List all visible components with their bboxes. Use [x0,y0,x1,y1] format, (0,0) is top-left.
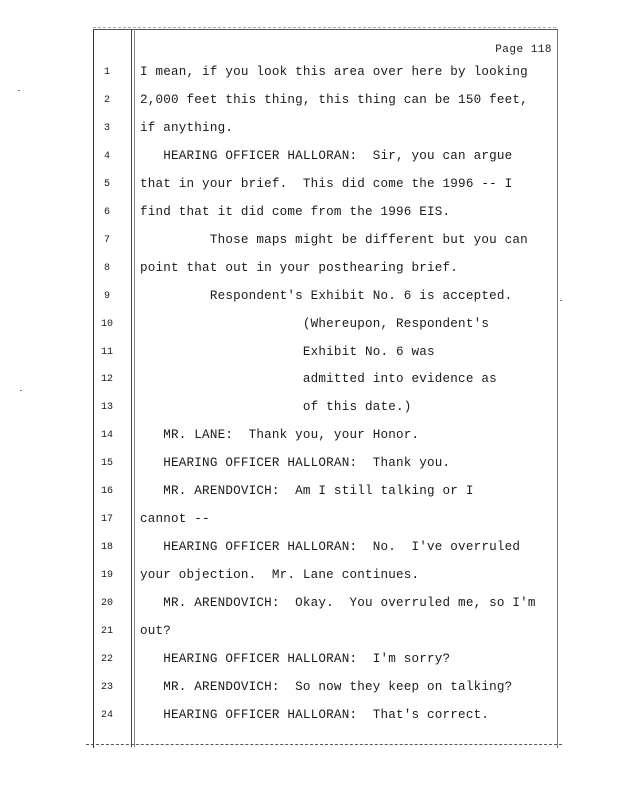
transcript-line [0,400,618,420]
line-text: (Whereupon, Respondent's [140,316,490,331]
line-text: HEARING OFFICER HALLORAN: No. I've overruled [140,540,521,555]
transcript-line [0,428,618,448]
line-number: 1 [103,67,110,78]
line-number: 6 [103,206,110,218]
line-number: 7 [103,234,110,246]
transcript-line [0,233,618,253]
line-text: if anything. [140,120,234,135]
line-number: 21 [100,626,113,637]
transcript-line [0,65,618,85]
transcript-line [0,317,618,337]
line-number: 2 [103,94,110,106]
line-text: admitted into evidence as [140,372,497,387]
transcript-line [0,624,618,644]
line-number: 15 [100,458,113,470]
transcript-line [0,456,618,476]
line-text: 2,000 feet this thing, this thing can be 150 feet, [140,92,528,107]
line-number: 23 [100,681,113,693]
line-number: 8 [103,262,110,274]
line-text: HEARING OFFICER HALLORAN: That's correct. [140,707,490,722]
line-text: that in your brief. This did come the 1996 -- I [140,176,513,191]
page-number-header: Page 118 [495,44,552,56]
line-number: 12 [100,374,113,386]
line-number: 16 [100,486,113,498]
line-text: I mean, if you look this area over here by looking [140,65,528,79]
line-number: 14 [100,430,113,442]
line-text: find that it did come from the 1996 EIS. [140,204,451,219]
transcript-line [0,372,618,392]
line-number: 5 [103,178,110,190]
line-text: MR. ARENDOVICH: Okay. You overruled me, so I'm [140,596,536,611]
transcript-line [0,289,618,309]
line-text: Those maps might be different but you can [140,232,528,247]
scan-speck [20,390,22,391]
transcript-line [0,93,618,113]
line-number: 3 [103,122,110,134]
line-text: of this date.) [140,400,412,415]
transcript-line [0,345,618,365]
transcript-line [0,484,618,504]
transcript-line [0,512,618,532]
line-number: 13 [100,402,113,414]
transcript-line [0,680,618,700]
transcript-line [0,149,618,169]
line-text: cannot -- [140,512,210,527]
transcript-line [0,708,618,728]
transcript-line [0,121,618,141]
line-number: 9 [103,290,110,302]
line-text: HEARING OFFICER HALLORAN: Sir, you can argue [140,148,513,163]
scan-speck [560,300,562,301]
transcript-line [0,177,618,197]
line-text: HEARING OFFICER HALLORAN: Thank you. [140,456,451,471]
line-text: HEARING OFFICER HALLORAN: I'm sorry? [140,651,451,666]
line-number: 19 [100,570,113,582]
line-number: 4 [103,150,110,162]
line-number: 18 [100,542,113,554]
line-text: MR. ARENDOVICH: Am I still talking or I [140,484,474,499]
line-text: Respondent's Exhibit No. 6 is accepted. [140,288,513,303]
line-number: 17 [100,514,113,526]
line-text: out? [140,624,172,638]
transcript-line [0,596,618,616]
transcript-line [0,261,618,281]
line-text: MR. LANE: Thank you, your Honor. [140,428,420,443]
transcript-line [0,568,618,588]
scan-speck [18,90,20,91]
line-number: 24 [100,709,113,721]
scan-artifact-top [93,27,556,28]
line-text: MR. ARENDOVICH: So now they keep on talking? [140,679,513,694]
transcript-line [0,652,618,672]
transcript-line [0,540,618,560]
line-number: 20 [100,598,113,610]
bottom-rule [86,744,562,745]
line-text: point that out in your posthearing brief. [140,260,459,275]
line-text: your objection. Mr. Lane continues. [140,568,420,583]
line-number: 11 [100,346,113,358]
line-number: 10 [100,318,113,330]
line-text: Exhibit No. 6 was [140,344,435,359]
transcript-line [0,205,618,225]
line-number: 22 [100,653,113,665]
